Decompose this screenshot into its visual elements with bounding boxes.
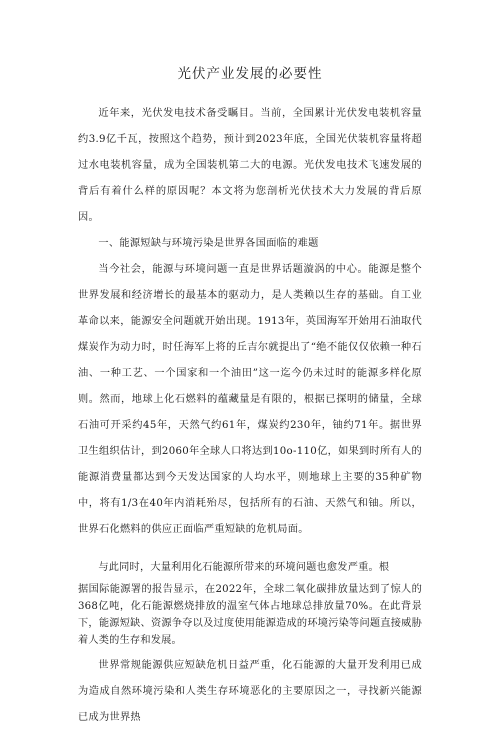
section-paragraph-environment-lead: 与此同时，大量利用化石能源所带来的环境问题也愈发严重。根 — [98, 562, 390, 573]
section-paragraph-environment-body: 据国际能源署的报告显示，在2022年，全球二氧化碳排放量达到了惊人的368亿吨，化石能源燃烧排放的温室气体占地球总排放量70%。在此背景下，能源短缺、资源争夺以及过度使用能源造成的环境污染等问题直接威胁着人类的生存和发展。 — [78, 584, 422, 646]
document-title: 光伏产业发展的必要性 — [177, 66, 323, 82]
section-heading: 一、能源短缺与环境污染是世界各国面临的难题 — [98, 238, 319, 249]
intro-paragraph: 近年来，光伏发电技术备受瞩目。当前，全国累计光伏发电装机容量约3.9亿千瓦，按照这个趋势，预计到2023年底，全国光伏装机容量将超过水电装机容量，成为全国装机第二大的电源。光伏发电技术飞速发展的背后有着什么样的原因呢？本文将为您剖析光伏技术大力发展的背后原因。 — [78, 108, 422, 223]
paragraph-gap — [78, 543, 422, 555]
section-paragraph-energy: 当今社会，能源与环境问题一直是世界话题漩涡的中心。能源是整个世界发展和经济增长的最基本的驱动力，是人类赖以生存的基础。自工业革命以来，能源安全问题就开始出现。1913年，英国海军开始用石油取代煤炭作为动力时，时任海军上将的丘吉尔就提出了“绝不能仅仅依赖一种石油、一种工艺、一个国家和一个油田”这一迄今仍未过时的能源多样化原则。然而，地球上化石燃料的蕴藏量是有限的，根据已探明的储量，全球石油可开采约45年，天然气约61年，煤炭约230年，铀约71年。据世界卫生组织估计，到2060年全球人口将达到10o-110亿，如果到时所有人的能源消费量都达到今天发达国家的人均水平，则地球上主要的35种矿物中，将有1/3在40年内消耗殆尽，包括所有的石油、天然气和铀。所以，世界石化燃料的供应正面临严重短缺的危机局面。 — [78, 264, 422, 535]
section-paragraph-conclusion: 世界常规能源供应短缺危机日益严重，化石能源的大量开发利用已成为造成自然环境污染和人类生存环境恶化的主要原因之一，寻找新兴能源已成为世界热 — [78, 660, 422, 723]
